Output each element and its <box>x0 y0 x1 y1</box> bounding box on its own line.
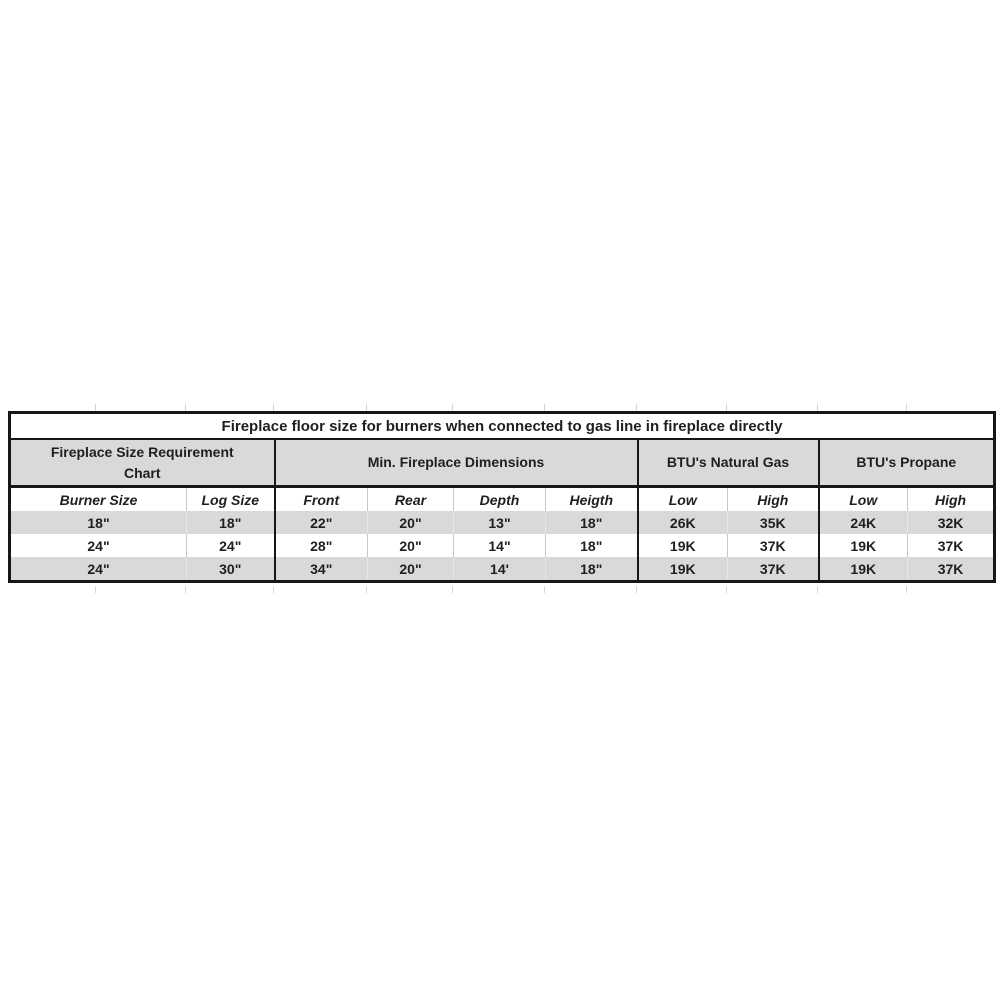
group-header-row <box>10 439 995 487</box>
table-cell: 14" <box>454 534 546 557</box>
gridline-stub <box>817 404 818 411</box>
table-cell: 24" <box>187 534 275 557</box>
gridline-stub <box>544 404 545 411</box>
table-cell: 34" <box>275 557 368 582</box>
table-cell: 19K <box>819 557 908 582</box>
table-row <box>10 557 995 582</box>
gridline-stub <box>726 586 727 593</box>
gridline-stub <box>544 586 545 593</box>
gridline-stub <box>817 586 818 593</box>
table-title-row <box>10 413 995 440</box>
table-cell: 32K <box>908 511 995 534</box>
table-cell: 35K <box>728 511 819 534</box>
gridline-stub <box>636 586 637 593</box>
table-row <box>10 511 995 534</box>
gridline-stub <box>95 586 96 593</box>
column-header-lp-high: High <box>908 487 995 512</box>
table-cell: 37K <box>728 534 819 557</box>
column-header-depth: Depth <box>454 487 546 512</box>
table-cell: 24K <box>819 511 908 534</box>
table-cell: 20" <box>368 557 454 582</box>
table-cell: 37K <box>728 557 819 582</box>
gridline-stub <box>452 404 453 411</box>
table-cell: 18" <box>187 511 275 534</box>
table-cell: 30" <box>187 557 275 582</box>
gridline-stub <box>906 586 907 593</box>
gridline-stub <box>95 404 96 411</box>
fireplace-spec-table <box>8 411 993 583</box>
gridline-stub <box>366 586 367 593</box>
gridline-stub <box>185 404 186 411</box>
table-cell: 20" <box>368 534 454 557</box>
table-cell: 19K <box>638 557 728 582</box>
table-cell: 19K <box>819 534 908 557</box>
group-header-natural-gas: BTU's Natural Gas <box>638 439 819 487</box>
gridline-stub <box>906 404 907 411</box>
table-cell: 20" <box>368 511 454 534</box>
table-cell: 18" <box>546 511 638 534</box>
table-cell: 37K <box>908 557 995 582</box>
column-header-row <box>10 487 995 512</box>
group-header-dimensions: Min. Fireplace Dimensions <box>275 439 638 487</box>
column-header-ng-low: Low <box>638 487 728 512</box>
column-header-lp-low: Low <box>819 487 908 512</box>
column-header-front: Front <box>275 487 368 512</box>
group-header-propane: BTU's Propane <box>819 439 995 487</box>
table-cell: 18" <box>10 511 187 534</box>
group-header-line: Fireplace Size Requirement <box>50 444 234 461</box>
column-header-heigth: Heigth <box>546 487 638 512</box>
table-cell: 14' <box>454 557 546 582</box>
column-header-burner-size: Burner Size <box>10 487 187 512</box>
table-cell: 19K <box>638 534 728 557</box>
table-row <box>10 534 995 557</box>
gridline-stub <box>726 404 727 411</box>
gridline-stub <box>185 586 186 593</box>
table-title: Fireplace floor size for burners when connected to gas line in fireplace directly <box>10 413 995 440</box>
group-header-size-requirement <box>10 439 275 487</box>
spec-table <box>8 411 996 583</box>
table-cell: 13" <box>454 511 546 534</box>
table-cell: 18" <box>546 534 638 557</box>
table-cell: 26K <box>638 511 728 534</box>
table-cell: 37K <box>908 534 995 557</box>
gridline-stub <box>273 586 274 593</box>
gridline-stub <box>452 586 453 593</box>
gridline-stub <box>636 404 637 411</box>
column-header-log-size: Log Size <box>187 487 275 512</box>
table-cell: 24" <box>10 557 187 582</box>
gridline-stub <box>273 404 274 411</box>
gridline-stub <box>366 404 367 411</box>
table-cell: 28" <box>275 534 368 557</box>
column-header-ng-high: High <box>728 487 819 512</box>
group-header-line: Chart <box>123 464 161 481</box>
table-cell: 24" <box>10 534 187 557</box>
column-header-rear: Rear <box>368 487 454 512</box>
table-cell: 22" <box>275 511 368 534</box>
table-cell: 18" <box>546 557 638 582</box>
